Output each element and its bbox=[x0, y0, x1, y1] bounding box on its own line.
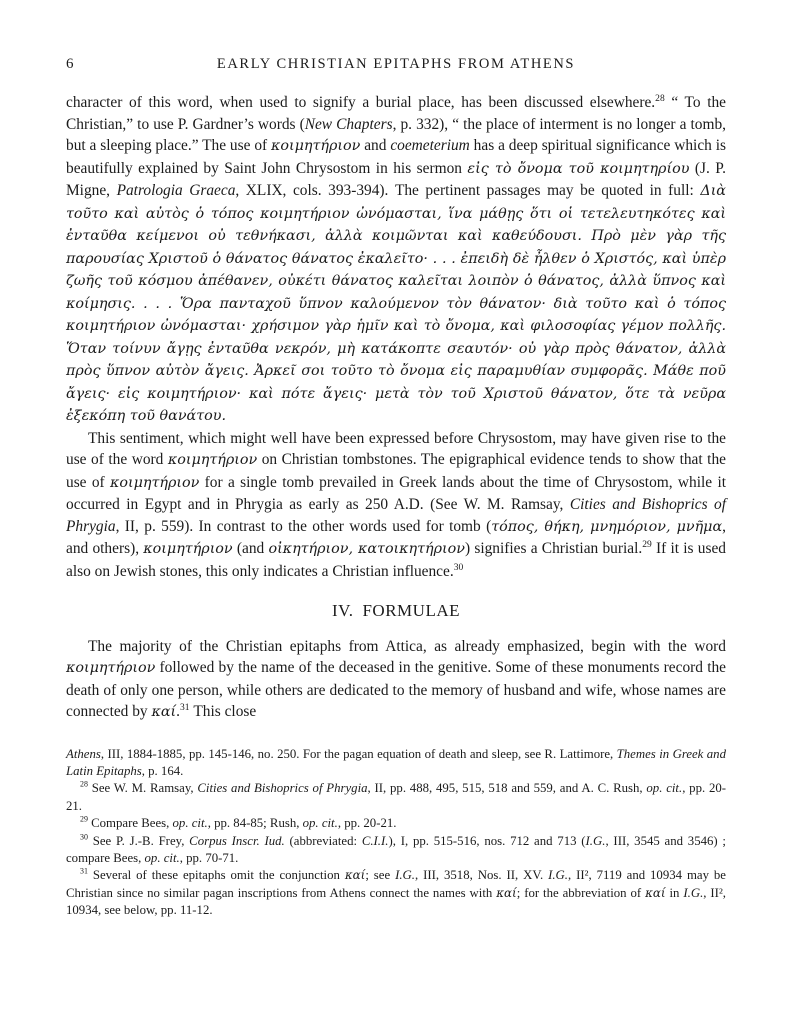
greek-text: κοιμητήριον bbox=[110, 474, 200, 491]
text-run: ; for the abbreviation of bbox=[516, 885, 646, 900]
footnote-31 bbox=[66, 867, 726, 919]
italic-text: I.G. bbox=[548, 868, 568, 883]
italic-text: op. cit. bbox=[302, 816, 338, 831]
text-run: , III, 3518, Nos. II, XV. bbox=[414, 868, 549, 883]
text-run: (J. P. Migne, bbox=[66, 159, 726, 199]
text-run: . bbox=[176, 703, 180, 720]
text-run: , pp. 20-21. bbox=[66, 781, 727, 813]
italic-text: I.G. bbox=[395, 868, 415, 883]
running-title: EARLY CHRISTIAN EPITAPHS FROM ATHENS bbox=[216, 56, 576, 72]
text-run: This close bbox=[189, 703, 257, 720]
greek-text: καί bbox=[496, 885, 517, 900]
text-run: , and others), bbox=[66, 517, 726, 557]
text-run: , II², 7119 and 10934 may be Christian since no similar pagan inscriptions from Athens connect the names with bbox=[66, 868, 726, 900]
greek-text: κοιμητήριον bbox=[167, 452, 258, 468]
text-run: , p. 332), “ the place of interment is no longer a tomb, but a sleeping place.” The use of bbox=[66, 115, 727, 154]
paragraph-2 bbox=[66, 428, 726, 583]
text-run: , p. 164. bbox=[141, 763, 184, 778]
text-run: , II, p. 559). In contrast to the other words used for tomb ( bbox=[115, 517, 492, 535]
text-run: , II², 10934, see below, pp. 11-12. bbox=[66, 885, 726, 918]
text-run: , pp. 84-85; Rush, bbox=[207, 816, 303, 831]
italic-text: Athens bbox=[66, 746, 101, 761]
text-run: This sentiment, which might well have been expressed before Chrysostom, may have given rise to the use of the word bbox=[66, 429, 726, 468]
italic-text: op. cit. bbox=[646, 781, 683, 796]
greek-text: καί bbox=[344, 868, 366, 883]
italic-text: I.G. bbox=[585, 833, 606, 848]
footnote-ref: 30 bbox=[453, 561, 464, 573]
text-run: Several of these epitaphs omit the conjunction bbox=[87, 868, 345, 883]
text-run: ), I, pp. 515-516, nos. 712 and 713 ( bbox=[388, 833, 586, 848]
text-run: See P. J.-B. Frey, bbox=[87, 833, 190, 848]
text-run: , pp. 70-71. bbox=[179, 850, 239, 865]
text-run: followed by the name of the deceased in the genitive. Some of these monuments record the death of only one person, while others are dedicated to the memory of husband and wife, whose names are connected by bbox=[66, 659, 726, 720]
footnote-ref: 30 bbox=[80, 832, 88, 842]
footnote-ref: 31 bbox=[180, 701, 190, 713]
footnote-continuation bbox=[66, 746, 726, 781]
text-run: ; see bbox=[365, 868, 396, 883]
text-run: If it is used also on Jewish stones, this only indicates a Christian influence. bbox=[66, 540, 726, 580]
text-run: has a deep spiritual significance which is beautifully explained by Saint John Chrysostom in his sermon bbox=[66, 137, 726, 177]
text-run: ) signifies a Christian burial. bbox=[464, 540, 643, 557]
footnotes-block bbox=[66, 746, 726, 920]
footnote-ref: 28 bbox=[655, 92, 665, 104]
greek-text: κοιμητήριον bbox=[143, 541, 233, 557]
footnote-30 bbox=[66, 833, 726, 868]
text-run: and bbox=[360, 137, 391, 154]
text-run: , XLIX, cols. 393-394). The pertinent passages may be quoted in full: bbox=[235, 182, 701, 199]
footnote-ref: 29 bbox=[642, 538, 652, 550]
greek-text: Διὰ τοῦτο καὶ αὐτὸς ὁ τόπος κοιμητήριον ὠνόμασται, ἵνα μάθῃς ὅτι οἱ τετελευτηκότες καὶ ἐνταῦθα κείμενοι οὐ τεθνήκασι, ἀλλὰ κοιμῶνται καὶ καθεύδουσι. Πρὸ μὲν γὰρ τῆς παρουσίας Χριστοῦ ὁ θάνατος θάνατος ἐκαλεῖτο· . . . ἐπειδὴ δὲ ἦλθεν ὁ Χριστός, καὶ ὑπὲρ ζωῆς τοῦ κόσμου ἀπέθανεν, οὐκέτι θάνατος καλεῖται λοιπὸν ὁ θάνατος, ἀλλὰ ὕπνος καὶ κοίμησις. . . . Ὅρα πανταχοῦ ὕπνον καλούμενον τὸν θάνατον· διὰ τοῦτο καὶ ὁ τόπος κοιμητήριον ὠνόμασται· χρήσιμον γὰρ ἡμῖν καὶ τὸ ὄνομα, καὶ φιλοσοφίας γέμον πολλῆς. Ὅταν τοίνυν ἄγῃς ἐνταῦθα νεκρόν, μὴ κατάκοπτε σεαυτόν· οὐ γὰρ πρὸς θάνατον, ἀλλὰ πρὸς ὕπνον αὐτὸν ἄγεις. Ἀρκεῖ σοι τοῦτο τὸ ὄνομα εἰς παραμυθίαν συμφορᾶς. Μάθε ποῦ ἄγεις· εἰς κοιμητήριον· καὶ πότε ἄγεις· μετὰ τὸν τοῦ Χριστοῦ θάνατον, ὅτε τὰ νεῦρα ἐξεκόπη τοῦ θανάτου. bbox=[66, 183, 726, 424]
italic-text: Cities and Bishoprics of Phrygia bbox=[197, 781, 368, 796]
text-run: for a single tomb prevailed in Greek lands about the time of Chrysostom, while it occurred in Egypt and in Phrygia as early as 250 A.D. (See W. M. Ramsay, bbox=[66, 473, 726, 513]
text-run: , pp. 20-21. bbox=[337, 816, 397, 831]
text-run: on Christian tombstones. The epigraphical evidence tends to show that the use of bbox=[66, 451, 726, 491]
greek-text: κοιμητήριον bbox=[271, 138, 361, 154]
paragraph-continuation bbox=[66, 92, 726, 428]
greek-text: κοιμητήριον bbox=[66, 660, 156, 676]
footnote-ref: 28 bbox=[80, 780, 88, 790]
text-run: in bbox=[665, 885, 684, 900]
paragraph-3 bbox=[66, 636, 726, 724]
text-run: , II, pp. 488, 495, 515, 518 and 559, and A. C. Rush, bbox=[367, 781, 647, 796]
text-run: “ To the Christian,” to use P. Gardner’s words ( bbox=[66, 94, 727, 133]
italic-text: C.I.I. bbox=[361, 833, 389, 848]
text-run: , III, 3545 and 3546) ; compare Bees, bbox=[66, 833, 726, 865]
text-run: character of this word, when used to signify a burial place, has been discussed elsewhere. bbox=[66, 94, 656, 111]
section-heading: IV. FORMULAE bbox=[331, 601, 460, 620]
text-run: The majority of the Christian epitaphs from Attica, as already emphasized, begin with the word bbox=[88, 637, 726, 655]
page-number: 6 bbox=[66, 56, 74, 72]
italic-text: Patrologia Graeca bbox=[116, 182, 236, 199]
greek-text: καί bbox=[151, 704, 177, 720]
text-run: See W. M. Ramsay, bbox=[87, 781, 198, 796]
greek-text: τόπος, θήκη, μνημόριον, μνῆμα bbox=[491, 518, 723, 535]
italic-text: Themes in Greek and Latin Epitaphs bbox=[66, 746, 726, 778]
italic-text: op. cit. bbox=[172, 816, 208, 831]
footnote-ref: 31 bbox=[80, 867, 88, 877]
text-run: (abbreviated: bbox=[284, 833, 362, 848]
greek-text: οἰκητήριον, κατοικητήριον bbox=[268, 541, 465, 557]
greek-text: εἰς τὸ ὄνομα τοῦ κοιμητηρίου bbox=[467, 160, 690, 177]
italic-text: op. cit. bbox=[144, 850, 180, 865]
italic-text: coemeterium bbox=[390, 137, 470, 154]
italic-text: Corpus Inscr. Iud. bbox=[189, 833, 285, 848]
italic-text: Cities and Bishoprics of Phrygia bbox=[66, 496, 727, 535]
italic-text: New Chapters bbox=[304, 115, 393, 133]
text-run: , III, 1884-1885, pp. 145-146, no. 250. For the pagan equation of death and sleep, see R. Lattimore, bbox=[100, 746, 617, 761]
greek-text: καί bbox=[645, 885, 666, 900]
text-run: Compare Bees, bbox=[87, 816, 173, 831]
footnote-29 bbox=[66, 815, 726, 832]
page-header bbox=[66, 56, 726, 76]
text-run: (and bbox=[232, 540, 269, 557]
footnote-ref: 29 bbox=[80, 814, 88, 824]
main-text bbox=[66, 92, 726, 724]
footnote-28 bbox=[66, 780, 726, 815]
italic-text: I.G. bbox=[683, 885, 704, 900]
